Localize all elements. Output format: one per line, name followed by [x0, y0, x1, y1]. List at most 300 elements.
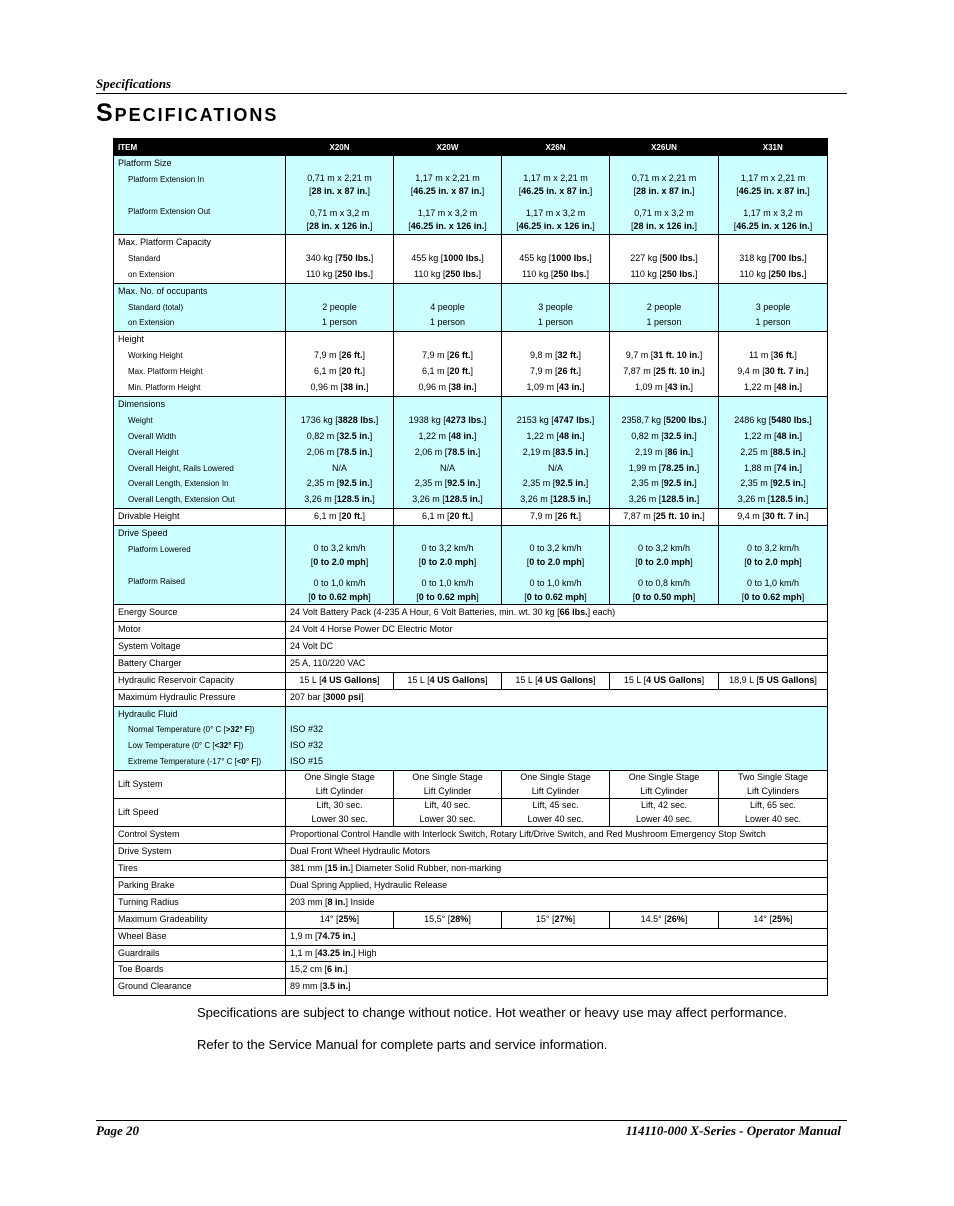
- height-max-x20w-metric: 6,1 m: [421, 366, 447, 377]
- occupants-extension-x26un: 1 person: [646, 317, 682, 328]
- dimensions-width-x31n-imperial: [48 in.]: [773, 430, 803, 441]
- height-max-x31n-imperial: [30 ft. 7 in.]: [762, 366, 809, 377]
- drive-speed-row: [114, 526, 828, 605]
- capacity-extension-x20n-imperial: [250 lbs.]: [334, 268, 373, 279]
- toe-boards-post: ]: [345, 964, 348, 975]
- specifications-table: [113, 138, 828, 996]
- drivable-x20n-imperial: [20 ft.]: [338, 511, 366, 522]
- note-specifications-change: Specifications are subject to change without notice. Hot weather or heavy use may affect performance.: [197, 1005, 788, 1020]
- dimensions-weight-x31n-imperial: [5480 lbs.]: [768, 414, 812, 425]
- dimensions-x26un: [610, 396, 719, 508]
- platform-ext-out-x26un-imperial-value: 28 in. x 126 in.: [633, 221, 695, 232]
- capacity-extension-x26un-imperial: [250 lbs.]: [659, 268, 698, 279]
- fluid-normal-label: [118, 722, 281, 738]
- toe-boards-label: [114, 962, 286, 979]
- speed-lowered-x26n-imperial-value: 0 to 2.0 mph: [529, 556, 582, 567]
- fluid-extreme-temp: <0° F: [236, 757, 257, 767]
- tires-row: [114, 860, 828, 877]
- speed-raised-x26un-imperial: [0 to 0.50 mph]: [632, 591, 696, 602]
- ground-clearance-title: Ground Clearance: [118, 981, 192, 992]
- lift-speed-x20n-metric: Lift, 30 sec.: [316, 800, 363, 811]
- gradeability-x26un-imperial: [26%]: [664, 913, 688, 924]
- dimensions-height-x20n-metric: 2,06 m: [306, 446, 337, 457]
- dimensions-rails-label: Overall Height, Rails Lowered: [128, 463, 234, 473]
- fluid-extreme-post: ]): [256, 757, 262, 767]
- drive-speed-x26un: [610, 526, 719, 605]
- height-working-x31n-metric: 11 m: [749, 350, 771, 361]
- capacity-standard-x26un: [614, 251, 714, 267]
- drive-speed-x20n: [286, 526, 394, 605]
- platform-size-label: [114, 156, 286, 235]
- capacity-title: Max. Platform Capacity: [118, 236, 212, 247]
- capacity-extension-x31n: [723, 267, 823, 283]
- dimensions-len-out-x26n-imperial: [128.5 in.]: [550, 494, 591, 505]
- fluid-extreme-pre: Extreme Temperature (-17° C [: [128, 757, 237, 767]
- height-working-x20n-metric: 7,9 m: [313, 350, 339, 361]
- drivable-x26un-imperial-value: 25 ft. 10 in.: [655, 511, 703, 522]
- drive-system-row: [114, 844, 828, 861]
- dimensions-width-x31n-imperial-value: 48 in.: [776, 430, 800, 441]
- dimensions-rails-x26un-imperial: [78.25 in.]: [658, 462, 700, 473]
- fluid-low-pre: Low Temperature (0° C [: [128, 741, 215, 751]
- capacity-standard-x26un-imperial: [500 lbs.]: [659, 252, 698, 263]
- platform-size-x31n: [719, 156, 828, 235]
- dimensions-height-label: Overall Height: [128, 447, 179, 457]
- energy-source-post: ] each): [587, 607, 616, 618]
- ground-clearance-post: ]: [348, 981, 351, 992]
- height-max-x26n-imperial-value: 26 ft.: [557, 366, 579, 377]
- reservoir-x26n: [502, 672, 610, 689]
- capacity-extension-x20n-metric: 110 kg: [306, 268, 335, 279]
- dimensions-len-out-x20w-metric: 3,26 m: [412, 494, 443, 505]
- height-max-x26un-imperial-value: 25 ft. 10 in.: [655, 366, 703, 377]
- dimensions-len-out-x26n-metric: 3,26 m: [520, 494, 551, 505]
- speed-lowered-x20n-imperial: [0 to 2.0 mph]: [310, 556, 369, 567]
- drivable-x31n: [719, 509, 828, 526]
- dimensions-width-x31n-metric: 1,22 m: [743, 430, 774, 441]
- height-min-x20n-imperial: [38 in.]: [340, 382, 369, 393]
- reservoir-x20w-metric: 15 L: [407, 674, 428, 685]
- turning-radius-label: [114, 894, 286, 911]
- dimensions-weight-x26un: [614, 413, 714, 429]
- drivable-x20w-metric: 6,1 m: [421, 511, 447, 522]
- note-service-manual: Refer to the Service Manual for complete parts and service information.: [197, 1037, 608, 1052]
- parking-brake-value: Dual Spring Applied, Hydraulic Release: [286, 877, 828, 894]
- reservoir-x20w-imperial-value: 4 US Gallons: [429, 674, 486, 685]
- capacity-label: [114, 234, 286, 283]
- lift-speed-x31n-line2: Lower 40 sec.: [744, 813, 802, 824]
- dimensions-rails-x26un: [614, 461, 714, 477]
- gradeability-x31n-imperial-value: 25%: [772, 913, 791, 924]
- dimensions-width-x26un-imperial: [32.5 in.]: [661, 430, 697, 441]
- capacity-extension-x20n: [290, 267, 389, 283]
- gradeability-x31n-imperial: [25%]: [769, 913, 793, 924]
- platform-extension-out-label: Platform Extension Out: [128, 206, 211, 216]
- platform-ext-out-x31n-imperial-value: 46.25 in. x 126 in.: [736, 221, 810, 232]
- lift-system-x31n-line2: Lift Cylinders: [746, 785, 800, 796]
- lift-speed-x20n: [286, 799, 394, 827]
- reservoir-x20w-imperial: [4 US Gallons]: [427, 674, 488, 685]
- height-x20w: [394, 332, 502, 397]
- drivable-title: Drivable Height: [118, 511, 180, 522]
- wheel-base-value: [286, 928, 828, 945]
- lift-speed-x20w-line2: Lower 30 sec.: [419, 813, 476, 824]
- capacity-standard-x26n-metric: 455 kg: [519, 252, 549, 263]
- capacity-extension-x26n-imperial: [250 lbs.]: [550, 268, 589, 279]
- lift-speed-x20n-line2: Lower 30 sec.: [311, 813, 368, 824]
- drivable-x31n-imperial-value: 30 ft. 7 in.: [764, 511, 807, 522]
- platform-ext-out-x26un-imperial: [28 in. x 126 in.]: [630, 221, 698, 232]
- dimensions-weight-x20n-imperial-value: 3828 lbs.: [337, 414, 376, 425]
- occupants-extension-x26n: 1 person: [537, 317, 574, 328]
- dimensions-width-x31n: [723, 429, 823, 445]
- energy-source-row: [114, 605, 828, 622]
- guardrails-label: [114, 945, 286, 962]
- platform-ext-in-x31n-metric: 1,17 m x 2,21 m: [740, 172, 806, 183]
- dimensions-height-x20n-imperial: [78.5 in.]: [336, 446, 373, 457]
- lift-speed-x26n: [502, 799, 610, 827]
- gradeability-x26un: [610, 911, 719, 928]
- height-working-x20n-imperial-value: 26 ft.: [341, 350, 363, 361]
- height-max-x20w-imperial-value: 20 ft.: [449, 366, 471, 377]
- fluid-low-value: ISO #32: [290, 740, 324, 751]
- lift-system-x20n-metric: One Single Stage: [304, 772, 375, 783]
- gradeability-x26n-imperial-value: 27%: [554, 913, 573, 924]
- lift-system-x26un-metric: One Single Stage: [628, 772, 700, 783]
- dimensions-weight-x26un-metric: 2358,7 kg: [621, 414, 664, 425]
- system-voltage-label: [114, 638, 286, 655]
- drivable-x26un: [610, 509, 719, 526]
- ground-clearance-pre: 89 mm [: [290, 981, 323, 992]
- dimensions-rails-x20w: [398, 461, 497, 477]
- system-voltage-row: [114, 638, 828, 655]
- platform-size-row: [114, 156, 828, 235]
- dimensions-len-in-x20n-imperial-value: 92.5 in.: [339, 478, 370, 489]
- height-min-label: Min. Platform Height: [128, 383, 201, 393]
- reservoir-label: [114, 672, 286, 689]
- dimensions-weight-x26un-imperial: [5200 lbs.]: [663, 414, 707, 425]
- battery-charger-value: 25 A, 110/220 VAC: [286, 655, 828, 672]
- dimensions-width-x20n-imperial: [32.5 in.]: [336, 430, 373, 441]
- capacity-standard-x20n: [290, 251, 389, 267]
- reservoir-title: Hydraulic Reservoir Capacity: [118, 674, 235, 685]
- wheel-base-bold: 74.75 in.: [317, 930, 354, 941]
- lift-system-x26un: [610, 771, 719, 799]
- platform-ext-out-x31n-imperial: [46.25 in. x 126 in.]: [733, 221, 813, 232]
- wheel-base-pre: 1,9 m [: [290, 930, 318, 941]
- dimensions-len-in-x31n-metric: 2,35 m: [740, 478, 771, 489]
- system-voltage-value: 24 Volt DC: [286, 638, 828, 655]
- dimensions-x20w: [394, 396, 502, 508]
- ground-clearance-label: [114, 979, 286, 996]
- height-max-x26n-imperial: [26 ft.]: [554, 366, 582, 377]
- fluid-extreme-value: ISO #15: [290, 756, 324, 767]
- dimensions-x26n: [502, 396, 610, 508]
- speed-lowered-x20w-imperial-value: 0 to 2.0 mph: [421, 556, 474, 567]
- platform-ext-in-x31n-imperial: [46.25 in. x 87 in.]: [736, 186, 810, 197]
- dimensions-height-x31n-imperial-value: 88.5 in.: [772, 446, 804, 457]
- platform-raised-label: Platform Raised: [128, 577, 185, 587]
- occupants-standard-x31n: 3 people: [755, 301, 791, 312]
- platform-ext-out-x31n-metric: 1,17 m x 3,2 m: [743, 207, 803, 218]
- motor-row: [114, 622, 828, 639]
- capacity-standard-label: Standard: [128, 253, 161, 263]
- platform-ext-in-x26n-imperial-value: 46.25 in. x 87 in.: [521, 186, 590, 197]
- speed-lowered-x26un-metric: 0 to 3,2 km/h: [637, 543, 691, 554]
- capacity-standard-x31n-imperial-value: 700 lbs.: [771, 252, 805, 263]
- guardrails-post: ] High: [353, 947, 377, 958]
- speed-lowered-x20w-imperial: [0 to 2.0 mph]: [418, 556, 477, 567]
- hydraulic-pressure-post: ]: [361, 691, 364, 702]
- height-min-x31n: [723, 380, 823, 396]
- gradeability-x20w: [394, 911, 502, 928]
- dimensions-weight-x20w-imperial: [4273 lbs.]: [443, 414, 487, 425]
- guardrails-row: [114, 945, 828, 962]
- lift-system-x20w-line2: Lift Cylinder: [423, 785, 472, 796]
- motor-title: Motor: [118, 624, 142, 634]
- dimensions-weight-x20w-metric: 1938 kg: [408, 414, 444, 425]
- height-row: [114, 332, 828, 397]
- dimensions-weight-x26n-imperial: [4747 lbs.]: [551, 414, 595, 425]
- lift-system-x31n: [719, 771, 828, 799]
- turning-radius-post: ] Inside: [345, 896, 375, 907]
- tires-title: Tires: [118, 862, 138, 873]
- fluid-normal-pre: Normal Temperature (0° C [: [128, 725, 226, 735]
- lift-system-x31n-imperial: [723, 785, 823, 799]
- header-rule: [96, 93, 847, 94]
- capacity-standard-x26n-imperial-value: 1000 lbs.: [551, 252, 590, 263]
- height-max-label: Max. Platform Height: [128, 367, 203, 377]
- battery-charger-label: [114, 655, 286, 672]
- dimensions-len-in-x31n: [723, 476, 823, 492]
- lift-system-x20w-metric: One Single Stage: [412, 772, 483, 783]
- capacity-extension-x26un: [614, 267, 714, 283]
- reservoir-x26un-imperial: [4 US Gallons]: [643, 674, 705, 685]
- column-header-item: ITEM: [114, 139, 286, 156]
- dimensions-len-in-label: Overall Length, Extension In: [128, 479, 229, 489]
- lift-speed-x20w-metric: Lift, 40 sec.: [424, 800, 471, 811]
- reservoir-x31n: [719, 672, 828, 689]
- dimensions-len-in-x20w-imperial-value: 92.5 in.: [447, 478, 478, 489]
- occupants-x20n: [286, 283, 394, 332]
- height-max-x31n: [723, 364, 823, 380]
- guardrails-value: [286, 945, 828, 962]
- gradeability-x20w-metric: 15,5°: [424, 913, 448, 924]
- platform-size-x26un: [610, 156, 719, 235]
- speed-raised-x26un-metric: 0 to 0,8 km/h: [637, 578, 691, 589]
- occupants-extension-x20n: 1 person: [321, 317, 358, 328]
- height-min-x26un: [614, 380, 714, 396]
- dimensions-rails-x26n: [506, 461, 605, 477]
- drive-speed-x31n: [719, 526, 828, 605]
- lift-system-x26un-line2: Lift Cylinder: [640, 785, 688, 796]
- occupants-label: [114, 283, 286, 332]
- dimensions-len-out-x31n-imperial-value: 128.5 in.: [770, 494, 806, 505]
- capacity-standard-x20w: [398, 251, 497, 267]
- height-min-x20w-imperial-value: 38 in.: [451, 382, 475, 393]
- toe-boards-bold: 6 in.: [327, 964, 346, 975]
- lift-speed-x20n-imperial: [290, 813, 389, 827]
- height-min-x31n-imperial-value: 48 in.: [776, 382, 800, 393]
- dimensions-len-out-x31n-metric: 3,26 m: [737, 494, 768, 505]
- height-working-x26n: [506, 348, 605, 364]
- drivable-x20n-metric: 6,1 m: [313, 511, 339, 522]
- lift-speed-label: [114, 799, 286, 827]
- fluid-normal-post: ]): [249, 725, 255, 735]
- wheel-base-label: [114, 928, 286, 945]
- dimensions-len-out-x26n: [506, 492, 605, 508]
- lift-system-x26n-imperial: [506, 785, 605, 799]
- lift-speed-x31n: [719, 799, 828, 827]
- speed-raised-x31n-imperial-value: 0 to 0.62 mph: [744, 591, 802, 602]
- dimensions-width-x26un-imperial-value: 32.5 in.: [663, 430, 695, 441]
- height-label: [114, 332, 286, 397]
- page-title: Specifications: [96, 99, 279, 127]
- dimensions-width-x26n: [506, 429, 605, 445]
- running-head: Specifications: [96, 76, 172, 91]
- speed-raised-x20w-imperial-value: 0 to 0.62 mph: [418, 591, 477, 602]
- tires-bold: 15 in.: [327, 862, 351, 873]
- gradeability-x20n-imperial-value: 25%: [338, 913, 357, 924]
- dimensions-len-in-x26un: [614, 476, 714, 492]
- capacity-extension-x31n-imperial-value: 250 lbs.: [770, 268, 804, 279]
- dimensions-len-out-x26un-metric: 3,26 m: [628, 494, 659, 505]
- height-x31n: [719, 332, 828, 397]
- capacity-extension-x20w-imperial-value: 250 lbs.: [445, 268, 479, 279]
- occupants-standard-x20w: 4 people: [430, 301, 465, 312]
- dimensions-len-in-x26un-imperial: [92.5 in.]: [661, 478, 697, 489]
- platform-size-x20w: [394, 156, 502, 235]
- lift-system-label: [114, 771, 286, 799]
- capacity-extension-x20w: [398, 267, 497, 283]
- platform-ext-in-x31n-imperial-value: 46.25 in. x 87 in.: [738, 186, 808, 197]
- speed-lowered-x26n-metric: 0 to 3,2 km/h: [529, 543, 582, 554]
- platform-size-title: Platform Size: [118, 158, 172, 168]
- reservoir-x20n-imperial-value: 4 US Gallons: [321, 674, 378, 685]
- platform-ext-in-x20w-imperial: [46.25 in. x 87 in.]: [410, 186, 485, 197]
- drive-speed-label: [114, 526, 286, 605]
- dimensions-len-out-x26un-imperial-value: 128.5 in.: [661, 494, 697, 505]
- capacity-extension-x26un-imperial-value: 250 lbs.: [661, 268, 695, 279]
- speed-raised-x31n-metric: 0 to 1,0 km/h: [746, 578, 800, 589]
- dimensions-len-out-x26un-imperial: [128.5 in.]: [658, 494, 700, 505]
- dimensions-weight-x26un-imperial-value: 5200 lbs.: [666, 414, 705, 425]
- turning-radius-row: [114, 894, 828, 911]
- dimensions-len-in-x20n: [290, 476, 389, 492]
- dimensions-height-x31n: [723, 445, 823, 461]
- drivable-x20w: [394, 509, 502, 526]
- height-working-label: Working Height: [128, 351, 183, 361]
- occupants-standard-x26un: 2 people: [646, 301, 682, 312]
- capacity-extension-x26n: [506, 267, 605, 283]
- platform-ext-in-x20w-metric: 1,17 m x 2,21 m: [415, 172, 480, 183]
- height-x26un: [610, 332, 719, 397]
- height-min-x26n-imperial: [43 in.]: [556, 382, 585, 393]
- toe-boards-row: [114, 962, 828, 979]
- occupants-x26n: [502, 283, 610, 332]
- toe-boards-title: Toe Boards: [118, 964, 164, 975]
- dimensions-weight-x31n-metric: 2486 kg: [734, 414, 769, 425]
- height-working-x20w-imperial-value: 26 ft.: [449, 350, 471, 361]
- capacity-standard-x31n-imperial: [700 lbs.]: [768, 252, 807, 263]
- capacity-standard-x31n-metric: 318 kg: [739, 252, 769, 263]
- lift-speed-x26un-metric: Lift, 42 sec.: [640, 800, 688, 811]
- capacity-extension-x20w-imperial: [250 lbs.]: [442, 268, 481, 279]
- gradeability-x26un-metric: 14.5°: [640, 913, 665, 924]
- height-min-x26n-metric: 1,09 m: [526, 382, 557, 393]
- system-voltage-title: System Voltage: [118, 640, 181, 651]
- column-header-x31n: X31N: [719, 139, 828, 156]
- platform-ext-out-x26un-metric: 0,71 m x 3,2 m: [634, 207, 694, 218]
- parking-brake-label: [114, 877, 286, 894]
- height-working-x26n-imperial: [32 ft.]: [554, 350, 582, 361]
- occupants-extension-label: on Extension: [128, 318, 175, 328]
- lift-system-x20n-imperial: [290, 785, 389, 799]
- occupants-x26un: [610, 283, 719, 332]
- speed-raised-x20n-imperial-value: 0 to 0.62 mph: [310, 591, 369, 602]
- platform-ext-in-x20n-imperial: [28 in. x 87 in.]: [308, 186, 371, 197]
- occupants-standard-label: Standard (total): [128, 302, 184, 312]
- hydraulic-fluid-row: [114, 706, 828, 771]
- dimensions-width-x20w: [398, 429, 497, 445]
- dimensions-len-out-x31n: [723, 492, 823, 508]
- platform-ext-out-x26n-imperial: [46.25 in. x 126 in.]: [516, 221, 595, 232]
- lift-system-x20n-line2: Lift Cylinder: [315, 785, 364, 796]
- dimensions-len-in-x26n-imperial: [92.5 in.]: [552, 478, 589, 489]
- capacity-extension-x20n-imperial-value: 250 lbs.: [337, 268, 371, 279]
- dimensions-len-in-x26n-imperial-value: 92.5 in.: [555, 478, 586, 489]
- dimensions-weight-x31n: [723, 413, 823, 429]
- gradeability-x31n-metric: 14°: [753, 913, 770, 924]
- gradeability-x20n-metric: 14°: [319, 913, 337, 924]
- dimensions-weight-x20n-metric: 1736 kg: [300, 414, 336, 425]
- drive-system-title: Drive System: [118, 846, 172, 857]
- drive-system-value: Dual Front Wheel Hydraulic Motors: [286, 844, 828, 861]
- height-min-x20w: [398, 380, 497, 396]
- toe-boards-value: [286, 962, 828, 979]
- dimensions-width-x26n-metric: 1,22 m: [526, 430, 557, 441]
- platform-size-x26n: [502, 156, 610, 235]
- table-header-row: [114, 139, 828, 156]
- reservoir-x31n-metric: 18,9 L: [729, 674, 757, 685]
- dimensions-len-out-x20w-imperial-value: 128.5 in.: [444, 494, 481, 505]
- dimensions-width-x26un: [614, 429, 714, 445]
- dimensions-len-in-x31n-imperial-value: 92.5 in.: [772, 478, 804, 489]
- dimensions-x31n: [719, 396, 828, 508]
- dimensions-len-out-x20w: [398, 492, 497, 508]
- ground-clearance-value: [286, 979, 828, 996]
- dimensions-len-in-x20w: [398, 476, 497, 492]
- drivable-x26un-metric: 7,87 m: [623, 511, 654, 522]
- capacity-extension-x26n-imperial-value: 250 lbs.: [553, 268, 587, 279]
- gradeability-x20w-imperial: [28%]: [447, 913, 471, 924]
- height-working-x20w-imperial: [26 ft.]: [446, 350, 474, 361]
- capacity-standard-x20n-imperial: [750 lbs.]: [335, 252, 374, 263]
- dimensions-height-x31n-imperial: [88.5 in.]: [770, 446, 806, 457]
- speed-lowered-x20n-imperial-value: 0 to 2.0 mph: [313, 556, 366, 567]
- drive-system-label: [114, 844, 286, 861]
- height-working-x26n-imperial-value: 32 ft.: [557, 350, 579, 361]
- dimensions-width-x20w-imperial: [48 in.]: [448, 430, 477, 441]
- height-min-x26un-metric: 1,09 m: [634, 382, 665, 393]
- hydraulic-pressure-bold: 3000 psi: [325, 691, 362, 702]
- height-max-x20n-imperial: [20 ft.]: [338, 366, 366, 377]
- drivable-x26n-imperial-value: 26 ft.: [557, 511, 579, 522]
- lift-system-x20w: [394, 771, 502, 799]
- height-max-x31n-metric: 9,4 m: [737, 366, 763, 377]
- dimensions-width-x26n-imperial-value: 48 in.: [559, 430, 583, 441]
- wheel-base-title: Wheel Base: [118, 930, 167, 941]
